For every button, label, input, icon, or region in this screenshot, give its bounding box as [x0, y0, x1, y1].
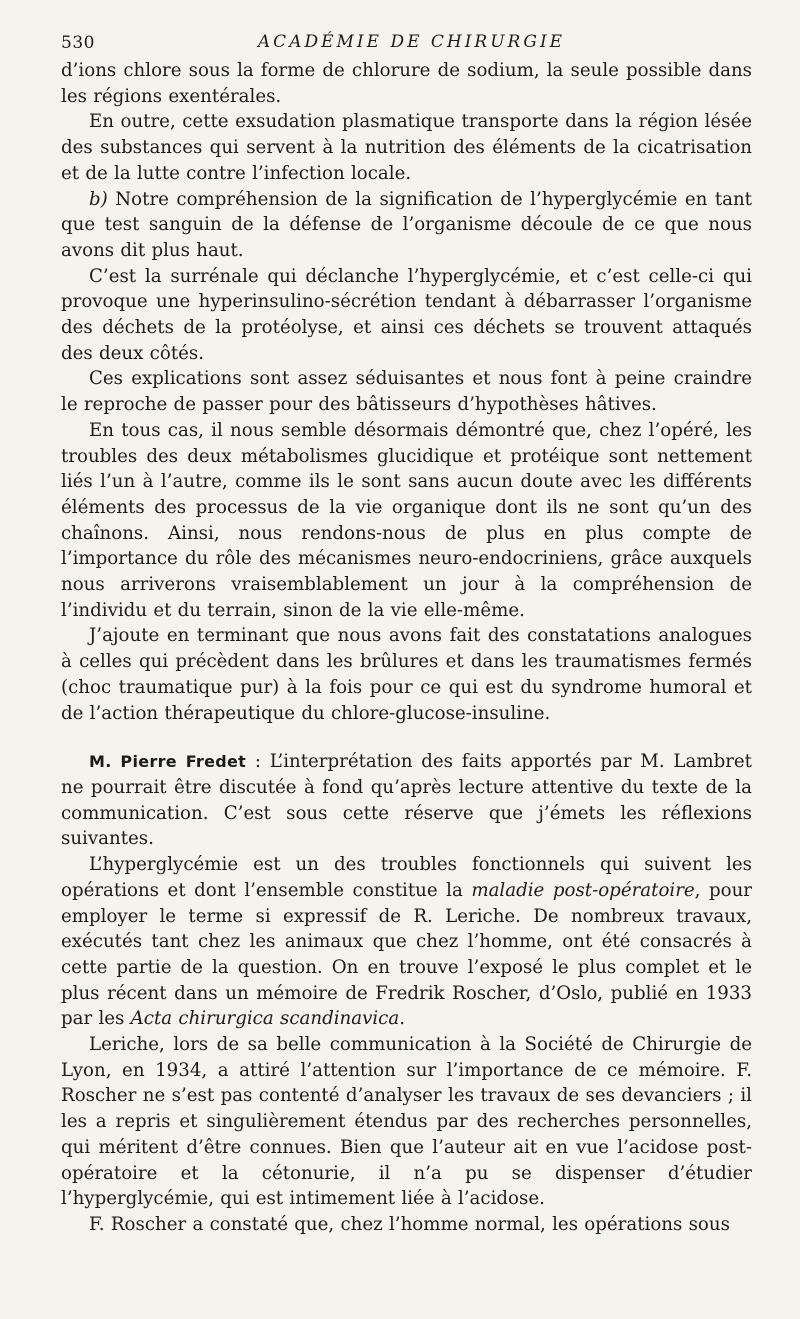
paragraph-roscher: [61, 1212, 752, 1238]
paragraph-exsudation: [61, 109, 752, 186]
paragraph-fredet-intervention: [61, 749, 752, 852]
paragraph-text: : L’interprétation des faits apportés par M. Lambret ne pourrait être discutée à fond qu’après lecture attentive du texte de la communication. C’est sous cette réserve que j’émets les réflexions suivantes.: [61, 751, 752, 850]
paragraph-surrenale: [61, 264, 752, 367]
page-number: 530: [61, 33, 95, 53]
paragraph-text: J’ajoute en terminant que nous avons fait des constatations analogues à celles qui précèdent dans les brûlures et dans les traumatismes fermés (choc traumatique pur) à la fois pour ce qui est du syndrome humoral et de l’action thérapeutique du chlore-glucose-insuline.: [61, 625, 752, 724]
paragraph-text: L’hyperglycémie est un des troubles fonctionnels qui suivent les opérations et dont l’ensemble constitue la: [61, 854, 752, 901]
article-body: [61, 58, 752, 1238]
italic-term: maladie post-opératoire: [471, 879, 695, 901]
paragraph-metabolismes: [61, 418, 752, 624]
paragraph-text: d’ions chlore sous la forme de chlorure de sodium, la seule possible dans les régions exentérales.: [61, 60, 752, 107]
list-marker: b): [89, 188, 108, 210]
paragraph-continuation: [61, 58, 752, 109]
paragraph-text: Ces explications sont assez séduisantes et nous font à peine craindre le reproche de passer pour des bâtisseurs d’hypothèses hâtives.: [61, 368, 752, 416]
paragraph-text: , pour employer le terme si expressif de R. Leriche. De nombreux travaux, exécutés tant chez les animaux que chez l’homme, ont été consacrés à cette partie de la question. On en trouve l’exposé le plus complet et le plus récent dans un mémoire de Fredrik Roscher, d’Oslo, publié en 1933 par les: [61, 879, 752, 1030]
paragraph-text: En tous cas, il nous semble désormais démontré que, chez l’opéré, les troubles des deux métabolismes glucidique et protéique sont nettement liés l’un à l’autre, comme ils le sont sans aucun doute avec les différents éléments des processus de la vie organique dont ils ne sont qu’un des chaînons. Ainsi, nous rendons-nous de plus en plus compte de l’importance du rôle des mécanismes neuro-endocriniens, grâce auxquels nous arriverons vraisemblablement un jour à la compréhension de l’individu et du terrain, sinon de la vie elle-même.: [61, 419, 752, 621]
paragraph-b-hyperglycemia: [61, 187, 752, 264]
paragraph-text: En outre, cette exsudation plasmatique transporte dans la région lésée des substances qui servent à la nutrition des éléments de la cicatrisation et de la lutte contre l’infection locale.: [61, 111, 752, 184]
paragraph-conclusion: [61, 623, 752, 726]
paragraph-leriche: [61, 1032, 752, 1212]
paragraph-text: Notre compréhension de la signification de l’hyperglycémie en tant que test sanguin de la défense de l’organisme découle de ce que nous avons dit plus haut.: [61, 188, 752, 261]
paragraph-text: F. Roscher a constaté que, chez l’homme normal, les opérations sous: [89, 1213, 730, 1235]
paragraph-text: .: [399, 1008, 406, 1030]
paragraph-explications: [61, 366, 752, 417]
speaker-name: M. Pierre Fredet: [89, 752, 247, 772]
journal-reference: Acta chirurgica scandinavica: [130, 1008, 400, 1030]
paragraph-maladie-post-operatoire: [61, 852, 752, 1032]
journal-title: ACADÉMIE DE CHIRURGIE: [257, 32, 566, 52]
running-head: [61, 0, 752, 58]
paragraph-text: Leriche, lors de sa belle communication à la Société de Chirurgie de Lyon, en 1934, a attiré l’attention sur l’importance de ce mémoire. F. Roscher ne s’est pas contenté d’analyser les travaux de ses devanciers ; il les a repris et singulièrement étendus par des recherches personnelles, qui méritent d’être connues. Bien que l’auteur ait en vue l’acidose post-opératoire et la cétonurie, il n’a pu se dispenser d’étudier l’hyperglycémie, qui est intimement liée à l’acidose.: [61, 1034, 752, 1210]
paragraph-text: C’est la surrénale qui déclanche l’hyperglycémie, et c’est celle-ci qui provoque une hyperinsulino-sécrétion tendant à débarrasser l’organisme des déchets de la protéolyse, et ainsi ces déchets se trouvent attaqués des deux côtés.: [61, 265, 752, 364]
